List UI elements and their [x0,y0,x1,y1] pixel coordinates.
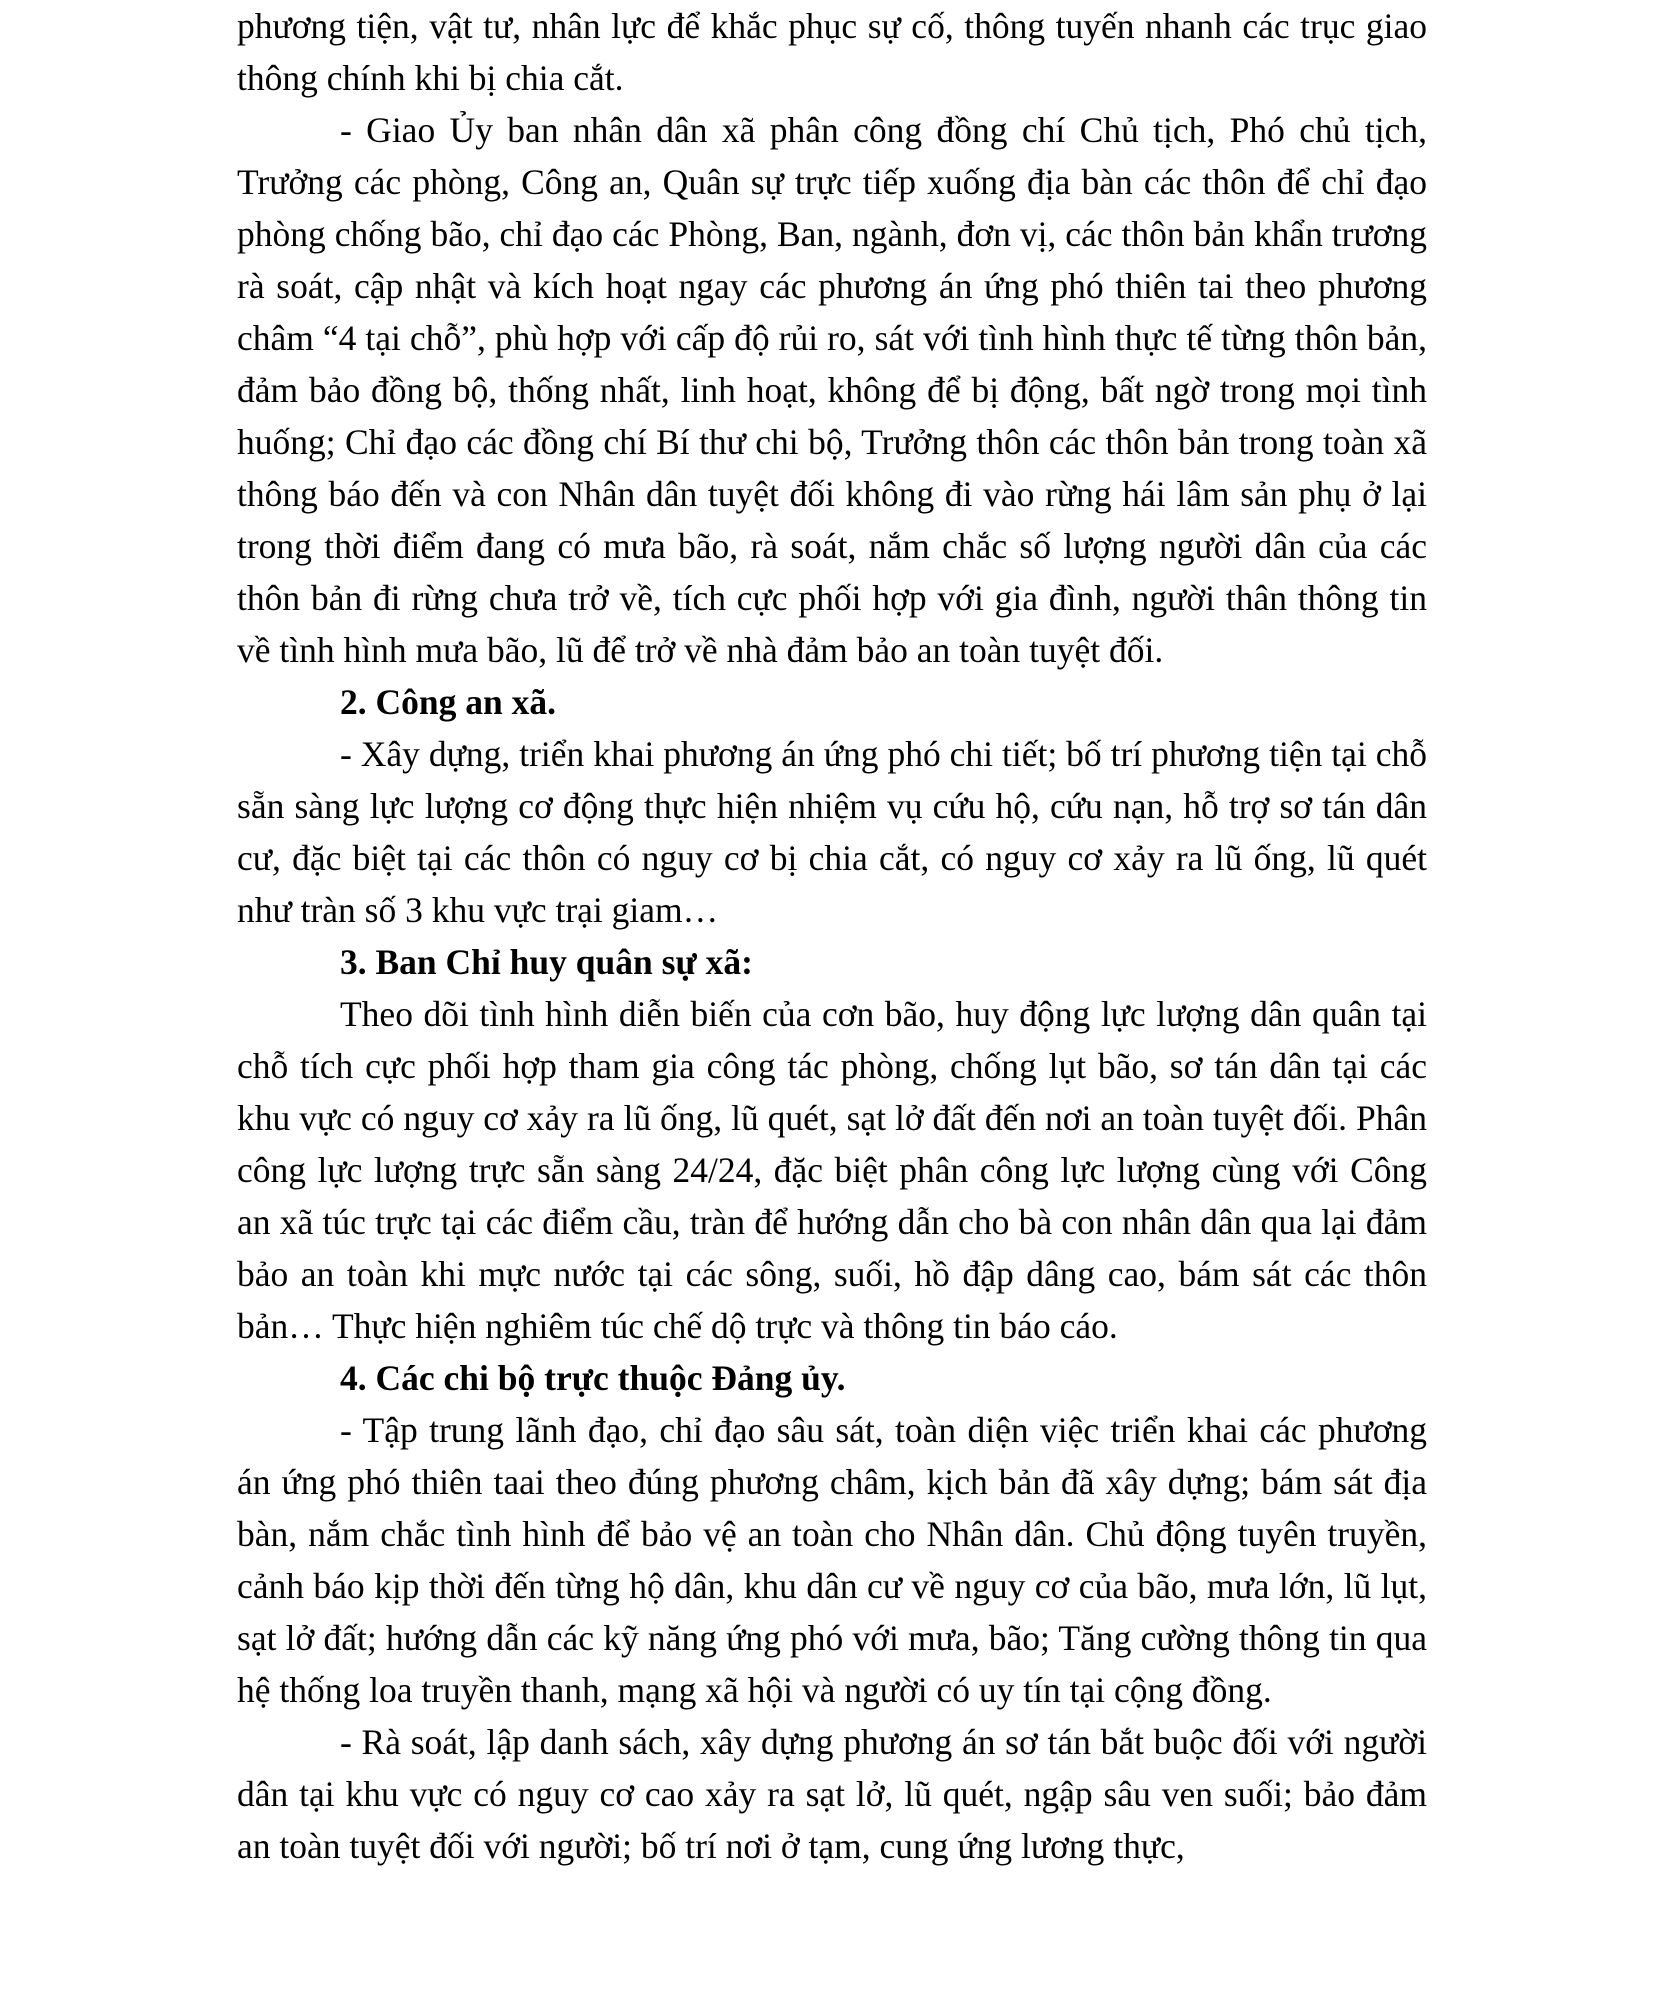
document-page [237,0,1427,1872]
section-heading-commune-police: 2. Công an xã. [340,682,556,722]
section-heading-party-cells: 4. Các chi bộ trực thuộc Đảng ủy. [340,1358,846,1398]
directive-paragraph-party-cells-leadership: - Tập trung lãnh đạo, chỉ đạo sâu sát, toàn diện việc triển khai các phương án ứng phó thiên taai theo đúng phương châm, kịch bản đã xây dựng; bám sát địa bàn, nắm chắc tình hình để bảo vệ an toàn cho Nhân dân. Chủ động tuyên truyền, cảnh báo kịp thời đến từng hộ dân, khu dân cư về nguy cơ của bão, mưa lớn, lũ lụt, sạt lở đất; hướng dẫn các kỹ năng ứng phó với mưa, bão; Tăng cường thông tin qua hệ thống loa truyền thanh, mạng xã hội và người có uy tín tại cộng đồng. [237,1410,1427,1710]
section-heading-military-command: 3. Ban Chỉ huy quân sự xã: [340,942,753,982]
directive-paragraph-commune-committee: - Giao Ủy ban nhân dân xã phân công đồng chí Chủ tịch, Phó chủ tịch, Trưởng các phòng, Công an, Quân sự trực tiếp xuống địa bàn các thôn để chỉ đạo phòng chống bão, chỉ đạo các Phòng, Ban, ngành, đơn vị, các thôn bản khẩn trương rà soát, cập nhật và kích hoạt ngay các phương án ứng phó thiên tai theo phương châm “4 tại chỗ”, phù hợp với cấp độ rủi ro, sát với tình hình thực tế từng thôn bản, đảm bảo đồng bộ, thống nhất, linh hoạt, không để bị động, bất ngờ trong mọi tình huống; Chỉ đạo các đồng chí Bí thư chi bộ, Trưởng thôn các thôn bản trong toàn xã thông báo đến và con Nhân dân tuyệt đối không đi vào rừng hái lâm sản phụ ở lại trong thời điểm đang có mưa bão, rà soát, nắm chắc số lượng người dân của các thôn bản đi rừng chưa trở về, tích cực phối hợp với gia đình, người thân thông tin về tình hình mưa bão, lũ để trở về nhà đảm bảo an toàn tuyệt đối. [237,110,1427,670]
directive-paragraph-party-cells-evacuation: - Rà soát, lập danh sách, xây dựng phương án sơ tán bắt buộc đối với người dân tại khu vực có nguy cơ cao xảy ra sạt lở, lũ quét, ngập sâu ven suối; bảo đảm an toàn tuyệt đối với người; bố trí nơi ở tạm, cung ứng lương thực, [237,1722,1427,1866]
continuation-paragraph: phương tiện, vật tư, nhân lực để khắc phục sự cố, thông tuyến nhanh các trục giao thông chính khi bị chia cắt. [237,6,1427,98]
directive-paragraph-police: - Xây dựng, triển khai phương án ứng phó chi tiết; bố trí phương tiện tại chỗ sẵn sàng lực lượng cơ động thực hiện nhiệm vụ cứu hộ, cứu nạn, hỗ trợ sơ tán dân cư, đặc biệt tại các thôn có nguy cơ bị chia cắt, có nguy cơ xảy ra lũ ống, lũ quét như tràn số 3 khu vực trại giam… [237,734,1427,930]
directive-paragraph-military: Theo dõi tình hình diễn biến của cơn bão, huy động lực lượng dân quân tại chỗ tích cực phối hợp tham gia công tác phòng, chống lụt bão, sơ tán dân tại các khu vực có nguy cơ xảy ra lũ ống, lũ quét, sạt lở đất đến nơi an toàn tuyệt đối. Phân công lực lượng trực sẵn sàng 24/24, đặc biệt phân công lực lượng cùng với Công an xã túc trực tại các điểm cầu, tràn để hướng dẫn cho bà con nhân dân qua lại đảm bảo an toàn khi mực nước tại các sông, suối, hồ đập dâng cao, bám sát các thôn bản… Thực hiện nghiêm túc chế dộ trực và thông tin báo cáo. [237,994,1427,1346]
